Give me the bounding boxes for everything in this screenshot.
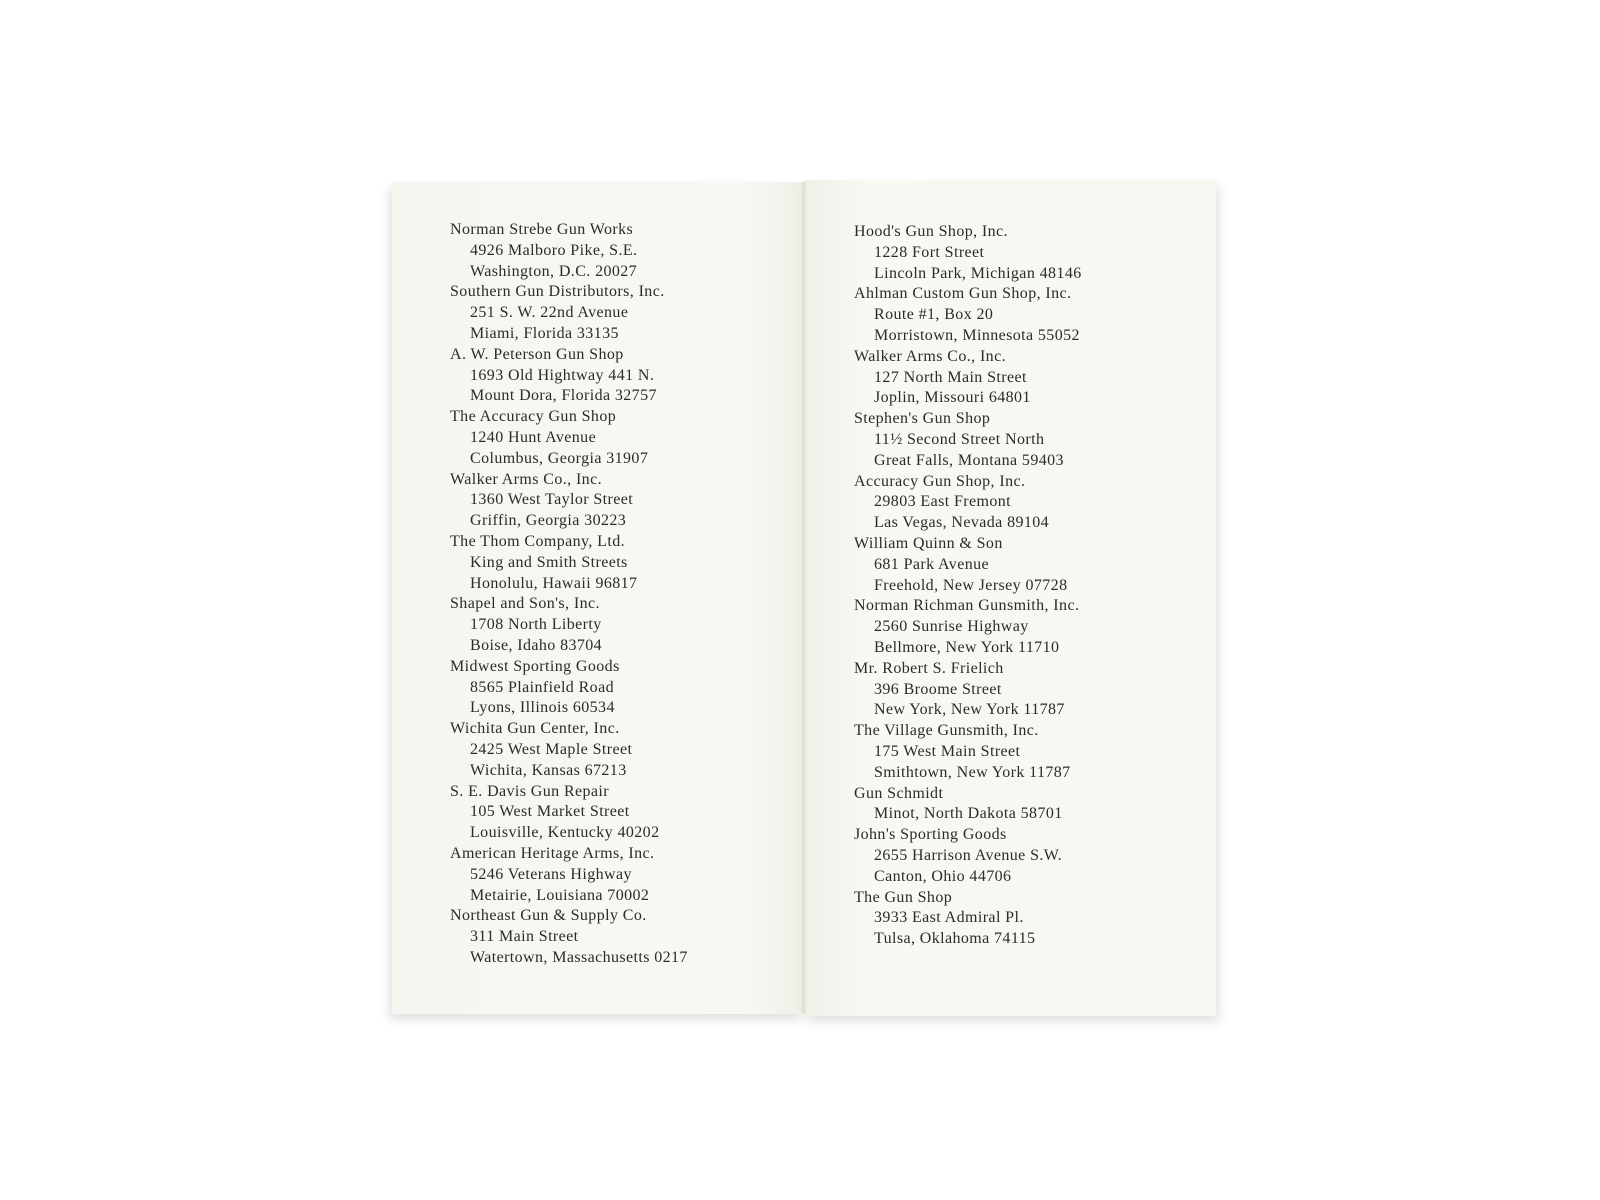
dealer-name: Northeast Gun & Supply Co.: [450, 907, 647, 925]
dealer-city: Lyons, Illinois 60534: [470, 699, 615, 717]
dealer-entry: [854, 347, 1082, 409]
dealer-entry: [450, 282, 688, 344]
dealer-name: John's Sporting Goods: [854, 826, 1007, 844]
dealer-street: 8565 Plainfield Road: [470, 678, 614, 696]
dealer-street: 396 Broome Street: [874, 680, 1002, 698]
left-page: [392, 182, 804, 1014]
dealer-entry: [854, 721, 1082, 783]
dealer-city: Tulsa, Oklahoma 74115: [874, 930, 1036, 948]
dealer-street: 29803 East Fremont: [874, 493, 1011, 511]
dealer-city: Metairie, Louisiana 70002: [470, 886, 650, 904]
dealer-street: 1240 Hunt Avenue: [470, 428, 597, 446]
dealer-entry: [450, 906, 688, 968]
dealer-street: 681 Park Avenue: [874, 555, 990, 573]
dealer-entry: [450, 532, 688, 594]
dealer-city: New York, New York 11787: [874, 701, 1065, 719]
dealer-name: William Quinn & Son: [854, 534, 1003, 552]
dealer-entry: [450, 470, 688, 532]
dealer-city: Joplin, Missouri 64801: [874, 389, 1031, 407]
dealer-entry: [854, 284, 1082, 346]
dealer-name: Shapel and Son's, Inc.: [450, 595, 600, 613]
dealer-street: Route #1, Box 20: [874, 306, 994, 324]
dealer-street: 105 West Market Street: [470, 803, 630, 821]
dealer-city: Mount Dora, Florida 32757: [470, 387, 657, 405]
dealer-name: Stephen's Gun Shop: [854, 410, 991, 428]
dealer-name: Wichita Gun Center, Inc.: [450, 720, 620, 738]
dealer-city: Lincoln Park, Michigan 48146: [874, 264, 1082, 282]
dealer-street: 3933 East Admiral Pl.: [874, 909, 1024, 927]
dealer-street: King and Smith Streets: [470, 553, 628, 571]
dealer-entry: [450, 844, 688, 906]
dealer-city: Griffin, Georgia 30223: [470, 512, 627, 530]
dealer-city: Smithtown, New York 11787: [874, 763, 1071, 781]
dealer-street: 1693 Old Hightway 441 N.: [470, 366, 655, 384]
dealer-name: A. W. Peterson Gun Shop: [450, 345, 624, 363]
dealer-name: Midwest Sporting Goods: [450, 657, 620, 675]
dealer-name: The Thom Company, Ltd.: [450, 532, 626, 550]
dealer-list-right: [854, 222, 1082, 950]
dealer-entry: [450, 345, 688, 407]
dealer-city: Louisville, Kentucky 40202: [470, 824, 660, 842]
dealer-entry: [854, 472, 1082, 534]
dealer-city: Columbus, Georgia 31907: [470, 449, 649, 467]
dealer-city: Boise, Idaho 83704: [470, 636, 603, 654]
dealer-name: S. E. Davis Gun Repair: [450, 782, 610, 800]
dealer-street: 4926 Malboro Pike, S.E.: [470, 241, 638, 259]
dealer-name: Southern Gun Distributors, Inc.: [450, 283, 665, 301]
dealer-street: 5246 Veterans Highway: [470, 865, 632, 883]
right-page: [804, 180, 1216, 1016]
dealer-name: American Heritage Arms, Inc.: [450, 844, 655, 862]
dealer-entry: [450, 220, 688, 282]
dealer-name: Accuracy Gun Shop, Inc.: [854, 472, 1026, 490]
dealer-city: Freehold, New Jersey 07728: [874, 576, 1068, 594]
dealer-city: Bellmore, New York 11710: [874, 638, 1060, 656]
dealer-street: 2425 West Maple Street: [470, 740, 633, 758]
dealer-entry: [854, 784, 1082, 826]
dealer-entry: [450, 407, 688, 469]
dealer-entry: [854, 222, 1082, 284]
dealer-city: Washington, D.C. 20027: [470, 262, 638, 280]
dealer-name: Gun Schmidt: [854, 784, 944, 802]
open-booklet: [392, 182, 1216, 1014]
dealer-city: Miami, Florida 33135: [470, 324, 619, 342]
dealer-name: The Gun Shop: [854, 888, 953, 906]
dealer-city: Canton, Ohio 44706: [874, 867, 1012, 885]
dealer-name: Norman Strebe Gun Works: [450, 221, 634, 238]
dealer-street: 1360 West Taylor Street: [470, 491, 634, 509]
dealer-street: 2655 Harrison Avenue S.W.: [874, 846, 1063, 864]
dealer-entry: [854, 659, 1082, 721]
dealer-street: 2560 Sunrise Highway: [874, 618, 1029, 636]
dealer-city: Morristown, Minnesota 55052: [874, 326, 1080, 344]
dealer-street: 11½ Second Street North: [874, 430, 1045, 448]
dealer-name: The Accuracy Gun Shop: [450, 408, 617, 426]
dealer-entry: [450, 657, 688, 719]
dealer-entry: [854, 596, 1082, 658]
dealer-name: Walker Arms Co., Inc.: [854, 347, 1006, 365]
dealer-entry: [450, 782, 688, 844]
dealer-city: Wichita, Kansas 67213: [470, 761, 627, 779]
dealer-street: 175 West Main Street: [874, 742, 1021, 760]
dealer-entry: [854, 888, 1082, 950]
dealer-street: 1228 Fort Street: [874, 243, 985, 261]
dealer-street: 251 S. W. 22nd Avenue: [470, 304, 629, 322]
dealer-city: Great Falls, Montana 59403: [874, 451, 1064, 469]
dealer-name: Ahlman Custom Gun Shop, Inc.: [854, 285, 1072, 303]
dealer-list-left: [450, 220, 688, 969]
dealer-street: 1708 North Liberty: [470, 616, 602, 634]
dealer-entry: [450, 719, 688, 781]
dealer-entry: [854, 409, 1082, 471]
dealer-city: Honolulu, Hawaii 96817: [470, 574, 638, 592]
dealer-entry: [854, 534, 1082, 596]
dealer-name: Walker Arms Co., Inc.: [450, 470, 602, 488]
dealer-entry: [854, 825, 1082, 887]
booklet-spine: [802, 182, 806, 1014]
dealer-name: Norman Richman Gunsmith, Inc.: [854, 597, 1080, 615]
dealer-city: Las Vegas, Nevada 89104: [874, 514, 1050, 532]
dealer-street: 311 Main Street: [470, 928, 579, 946]
dealer-entry: [450, 594, 688, 656]
dealer-city: Minot, North Dakota 58701: [874, 805, 1063, 823]
dealer-street: 127 North Main Street: [874, 368, 1027, 386]
dealer-name: The Village Gunsmith, Inc.: [854, 722, 1039, 740]
dealer-name: Mr. Robert S. Frielich: [854, 659, 1004, 677]
dealer-city: Watertown, Massachusetts 0217: [470, 948, 688, 966]
dealer-name: Hood's Gun Shop, Inc.: [854, 223, 1008, 240]
